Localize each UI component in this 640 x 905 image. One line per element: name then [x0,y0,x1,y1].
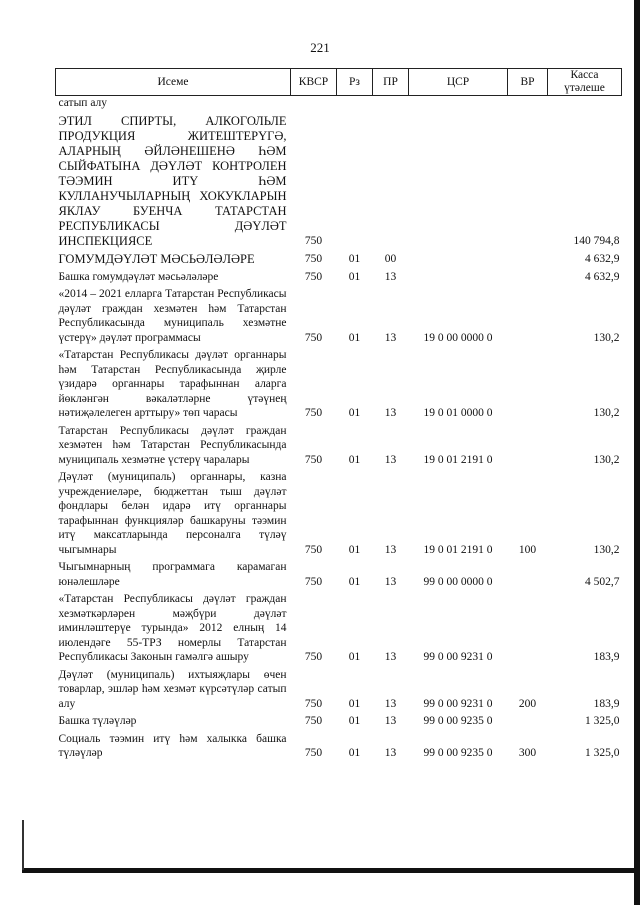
cell-amount [548,96,622,111]
header-vr: ВР [508,69,548,96]
header-row [56,69,622,96]
cell-kvsr: 750 [304,453,323,466]
page-number: 221 [310,40,330,55]
cell-vr [508,589,548,665]
cell-csr: 19 0 01 2191 0 [423,543,493,556]
cell-kvsr: 750 [304,715,323,727]
cell-csr: 19 0 01 0000 0 [423,407,493,419]
cell-rz: 01 [348,543,361,556]
cell-name: «Татарстан Республикасы дәүләт граждан хезмәткәрләрен мәҗбүри дәүләт иминләштерүе турында» 2012 елның 14 июлендәге 55-ТРЗ номерлы Татарстан Республикасы Законын гамәлгә ашыру [58,593,287,663]
cell-kvsr [291,96,337,111]
cell-csr: 99 0 00 9235 0 [423,715,493,727]
cell-pr: 13 [384,715,397,727]
cell-amount: 4 632,9 [585,270,620,283]
header-kassa: Касса үтәлеше [548,69,622,96]
cell-kvsr: 750 [304,331,323,344]
cell-kvsr: 750 [304,235,323,247]
cell-rz: 01 [348,575,361,588]
cell-amount: 130,2 [593,543,620,556]
cell-rz: 01 [348,715,361,727]
cell-kvsr: 750 [304,253,323,265]
cell-amount: 130,2 [593,453,620,466]
cell-kvsr: 750 [304,697,323,710]
cell-vr [508,421,548,468]
cell-kvsr: 750 [304,747,323,759]
cell-kvsr: 750 [304,270,323,283]
cell-pr: 13 [384,270,397,283]
cell-name: Дәүләт (муниципаль) ихтыяҗлары өчен товарлар, эшләр һәм хезмәт күрсәтүләр сатып алу [58,668,287,710]
cell-rz: 01 [348,253,361,265]
cell-kvsr: 750 [304,575,323,588]
cell-rz: 01 [348,270,361,283]
cell-csr [409,111,508,249]
budget-table [55,68,622,761]
cell-vr [508,111,548,249]
table-row [56,111,622,249]
cell-rz: 01 [348,651,361,663]
cell-rz: 01 [348,407,361,419]
table-row [56,557,622,589]
cell-pr: 13 [384,575,397,588]
cell-rz [337,111,373,249]
cell-amount: 1 325,0 [585,715,620,727]
header-rz: Рз [337,69,373,96]
cell-pr: 13 [384,651,397,663]
header-csr: ЦСР [409,69,508,96]
cell-amount: 1 325,0 [585,747,620,759]
table-row [56,665,622,712]
cell-amount: 130,2 [593,331,620,344]
cell-pr: 13 [384,453,397,466]
cell-csr: 99 0 00 9231 0 [423,651,493,663]
cell-csr: 99 0 00 9235 0 [423,747,493,759]
cell-name: ГОМУМДӘҮЛӘТ МӘСЬӘЛӘЛӘРЕ [58,251,255,266]
cell-amount: 183,9 [593,651,620,663]
header-pr: ПР [373,69,409,96]
table-row [56,96,622,111]
cell-vr: 300 [518,747,537,759]
cell-csr: 99 0 00 0000 0 [423,575,493,588]
table-row [56,267,622,285]
table-row [56,421,622,468]
cell-name: «Татарстан Республикасы дәүләт органнары һәм Татарстан Республикасында җирле үзидарә органнары тарафыннан аларга йөкләнгән вәкаләтләрне үтәүнең нәтиҗәлелеген арттыру» төп чарасы [58,349,287,419]
cell-vr [508,345,548,421]
cell-csr [409,267,508,285]
cell-amount: 183,9 [593,697,620,710]
cell-vr [508,284,548,345]
cell-name: Дәүләт (муниципаль) органнары, казна учреждениеләре, бюджеттан тыш дәүләт фондлары белән идарә итү органнары тарафыннан функцияләр башкаруны тәэмин итү максатларында персоналга түләү чыгымнары [58,471,287,556]
table-row [56,729,622,761]
cell-csr: 19 0 01 2191 0 [423,453,493,466]
table-row [56,589,622,665]
header-name: Исеме [56,69,291,96]
cell-name: сатып алу [58,97,108,109]
cell-vr [508,711,548,729]
table-row [56,249,622,267]
cell-amount: 4 632,9 [585,253,620,265]
cell-name: Башка түләүләр [58,715,137,727]
table-body [56,96,622,761]
cell-vr [508,249,548,267]
cell-vr [508,96,548,111]
cell-kvsr: 750 [304,543,323,556]
cell-rz: 01 [348,331,361,344]
table-row [56,467,622,557]
cell-amount: 4 502,7 [585,575,620,588]
cell-rz: 01 [348,453,361,466]
table-row [56,711,622,729]
cell-pr: 13 [384,543,397,556]
cell-name: ЭТИЛ СПИРТЫ, АЛКОГОЛЬЛЕ ПРОДУКЦИЯ ЖИТЕШТЕРҮГӘ, АЛАРНЫҢ ӘЙЛӘНЕШЕНӘ ҺӘМ СЫЙФАТЫНА ДӘҮЛӘТ КОНТРОЛЕН ТӘЭМИН ИТҮ ҺӘМ КУЛЛАНУЧЫЛАРНЫҢ ХОКУКЛАРЫН ЯКЛАУ БУЕНЧА ТАТАРСТАН РЕСПУБЛИКАСЫ ДӘҮЛӘТ ИНСПЕКЦИЯСЕ [58,113,287,248]
cell-amount: 140 794,8 [573,235,620,247]
cell-pr [373,111,409,249]
cell-pr: 13 [384,407,397,419]
cell-name: «2014 – 2021 елларга Татарстан Республикасы дәүләт граждан хезмәтен һәм Татарстан Республикасында муниципаль хезмәтне үстерү» дәүләт программасы [58,288,287,344]
cell-name: Социаль тәэмин итү һәм халыкка башка түләүләр [58,732,287,759]
cell-vr [508,267,548,285]
cell-rz: 01 [348,747,361,759]
cell-csr [409,249,508,267]
cell-csr [409,96,508,111]
cell-pr [373,96,409,111]
cell-vr: 100 [518,543,537,556]
cell-rz [337,96,373,111]
scan-edge-bottom [22,868,640,873]
cell-pr: 13 [384,331,397,344]
cell-kvsr: 750 [304,651,323,663]
header-kvsr: КВСР [291,69,337,96]
cell-name: Чыгымнарның программага карамаган юнәлешләре [58,561,287,588]
scan-edge-right [634,0,640,905]
cell-csr: 99 0 00 9231 0 [423,697,493,710]
table-row [56,284,622,345]
scan-edge-left [22,820,24,870]
cell-vr [508,557,548,589]
cell-pr: 13 [384,697,397,710]
cell-pr: 13 [384,747,397,759]
table-row [56,345,622,421]
cell-name: Башка гомумдәүләт мәсьәләләре [58,270,219,283]
cell-vr: 200 [518,697,537,710]
cell-amount: 130,2 [593,407,620,419]
cell-name: Татарстан Республикасы дәүләт граждан хезмәтен һәм Татарстан Республикасында муниципаль хезмәтне үстерү чаралары [58,424,287,466]
cell-pr: 00 [384,253,397,265]
cell-kvsr: 750 [304,407,323,419]
cell-csr: 19 0 00 0000 0 [423,331,493,344]
cell-rz: 01 [348,697,361,710]
